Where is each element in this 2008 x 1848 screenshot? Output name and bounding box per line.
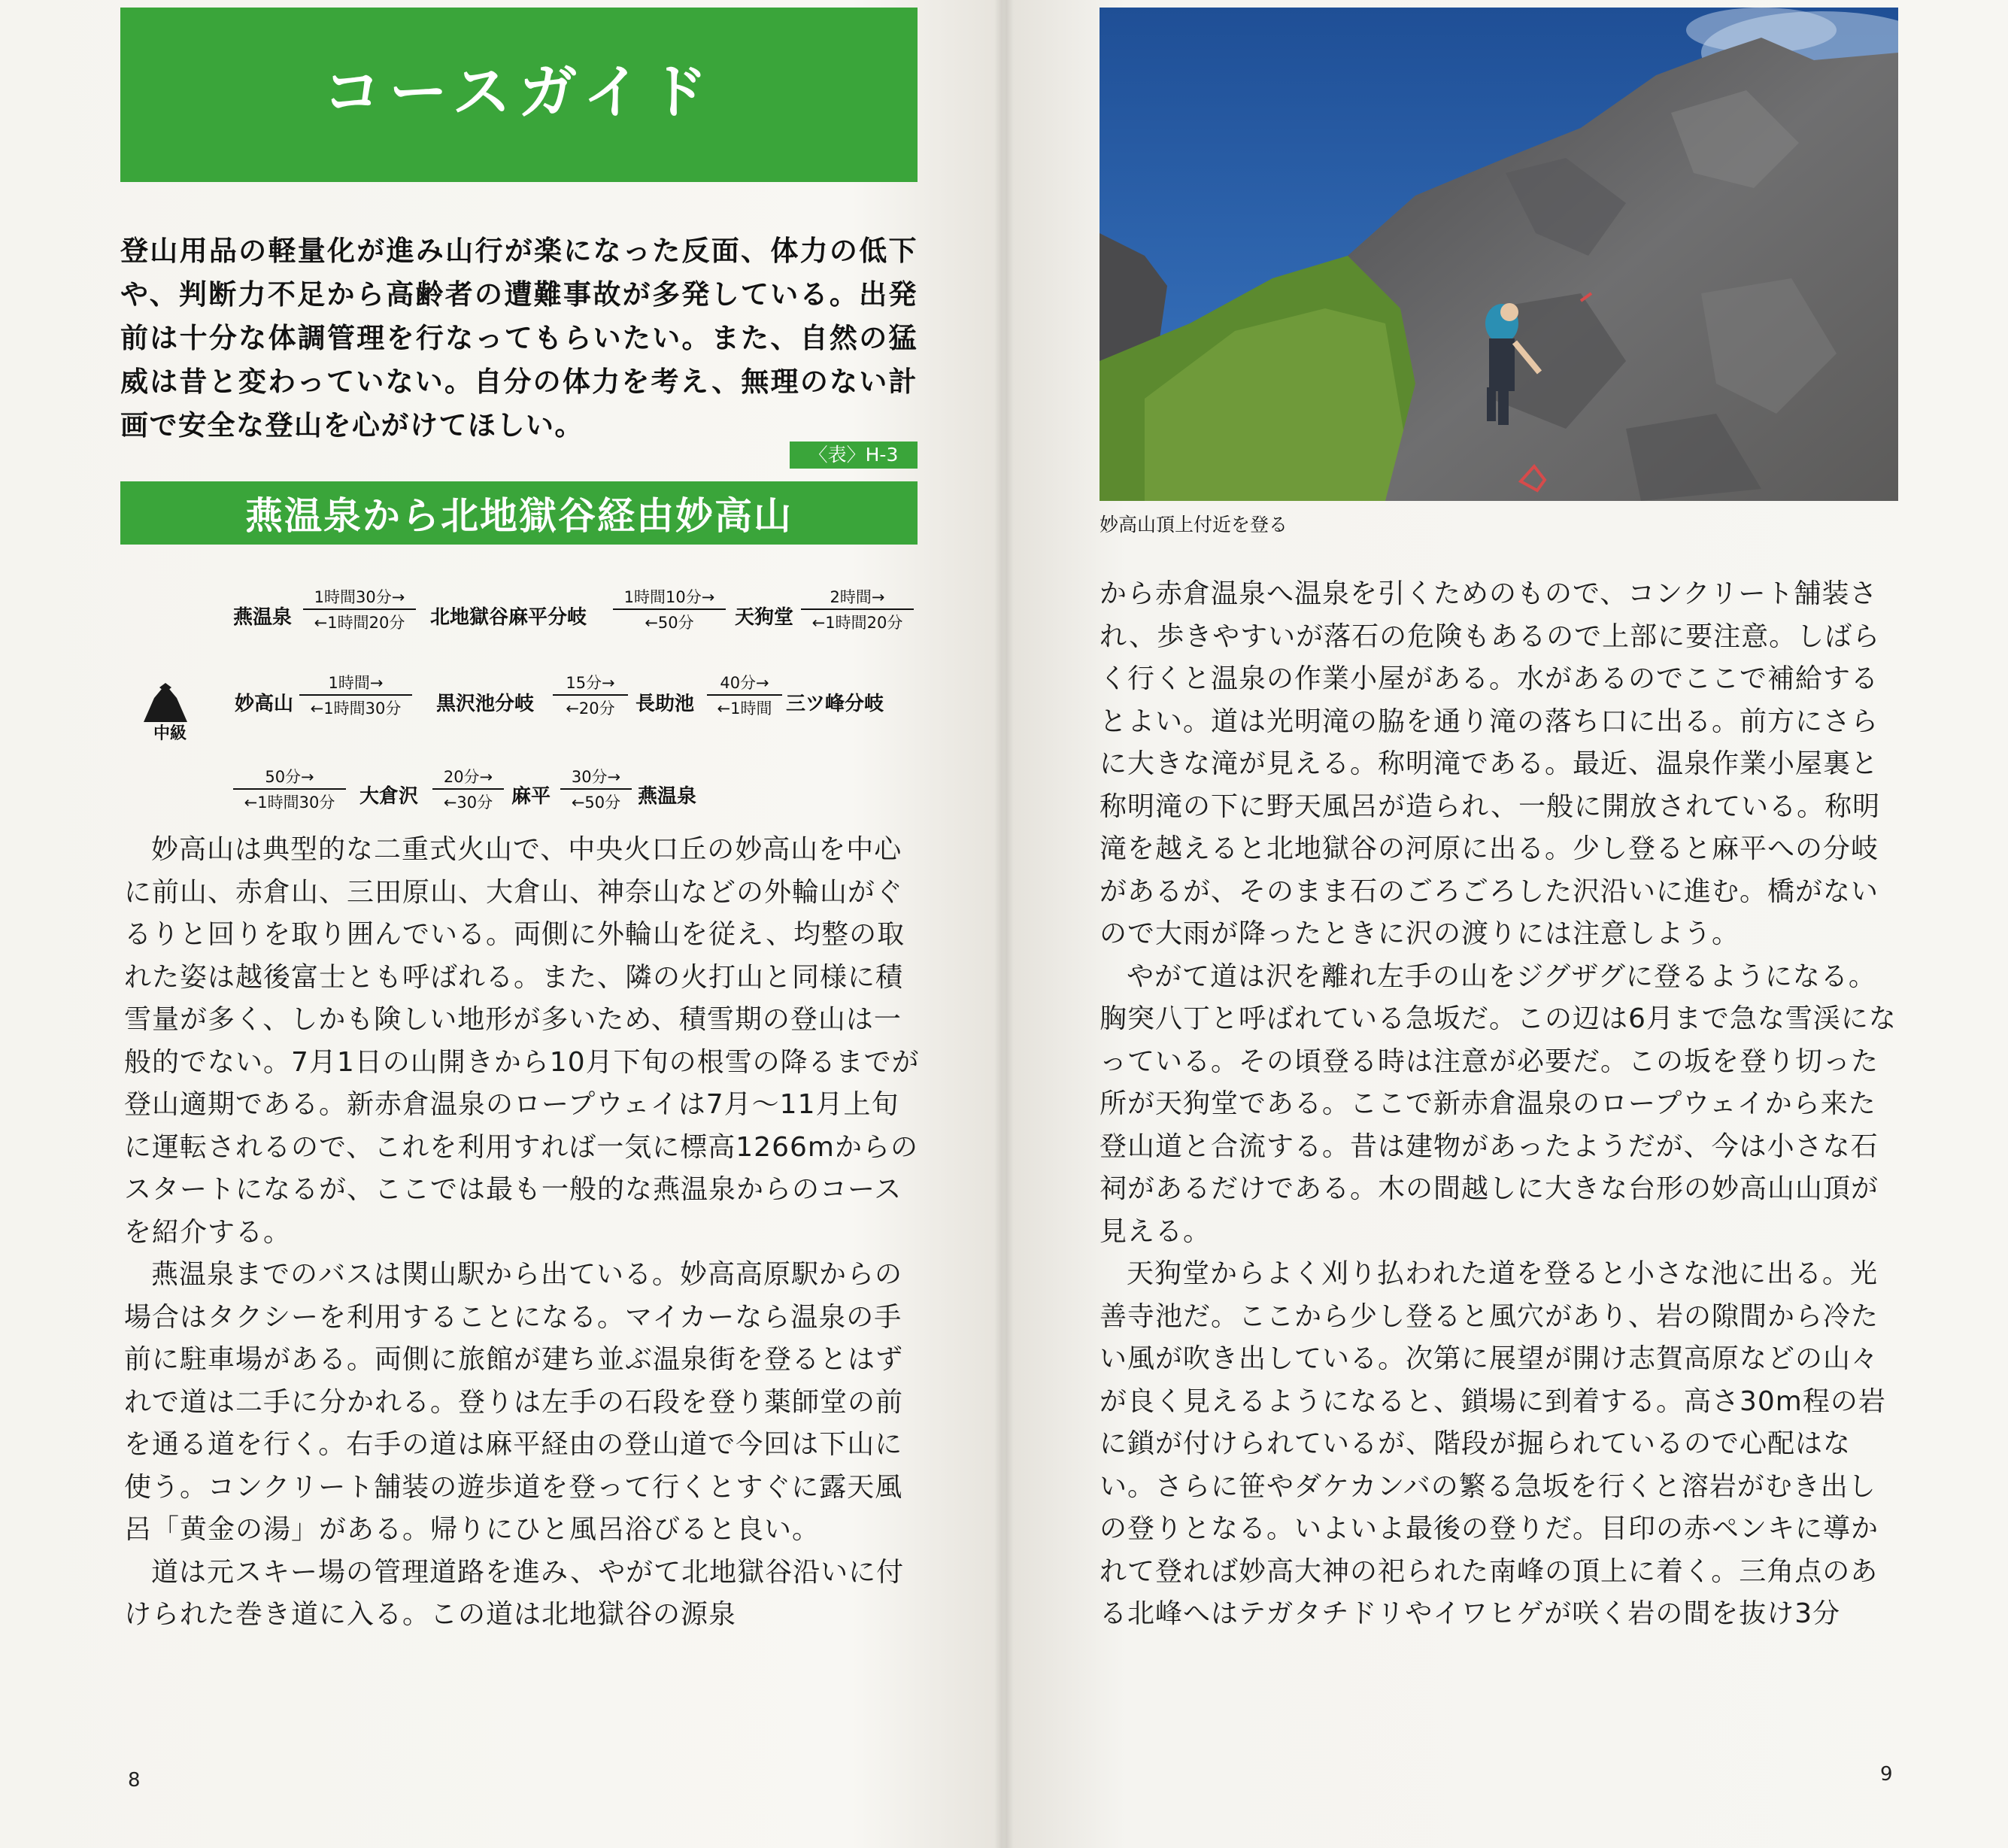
time-arrow: 50分→ ←1時間30分 (233, 765, 346, 813)
time-arrow: 1時間10分→ ←50分 (613, 585, 726, 633)
route-title: 燕温泉から北地獄谷経由妙高山 (245, 494, 793, 538)
station-tengudo: 天狗堂 (735, 606, 794, 629)
time-arrow: 20分→ ←30分 (432, 765, 504, 813)
paragraph: 道は元スキー場の管理道路を進み、やがて北地獄谷沿いに付けられた巻き道に入る。この道は北地獄谷の源泉 (124, 1556, 905, 1630)
station-tsubame-onsen: 燕温泉 (233, 606, 293, 629)
time-arrow: 2時間→ ←1時間20分 (801, 585, 914, 633)
photo-caption: 妙高山頂上付近を登る (1100, 514, 1288, 536)
station-mitsumine-junction: 三ツ峰分岐 (786, 693, 884, 715)
climber-photo (1100, 8, 1898, 501)
book-gutter (994, 0, 1014, 1848)
banner-title: コースガイド (323, 59, 715, 126)
mountain-rock-photo (1100, 8, 1898, 501)
route-title-bar (120, 481, 918, 545)
station-kitajigokudani-junction: 北地獄谷麻平分岐 (430, 606, 587, 629)
paragraph: から赤倉温泉へ温泉を引くためのもので、コンクリート舗装され、歩きやすいが落石の危険もあるので上部に要注意。しばらく行くと温泉の作業小屋がある。水があるのでここで補給するとよい。道は光明滝の脇を通り滝の落ち口に出る。前方にさらに大きな滝が見える。称明滝である。最近、温泉作業小屋裏と称明滝の下に野天風呂が造られ、一般に開放されている。称明滝を越えると北地獄谷の河原に出る。少し登ると麻平への分岐があるが、そのまま石のごろごろした沢沿いに進む。橋がないので大雨が降ったときに沢の渡りには注意しよう。 (1100, 578, 1881, 949)
station-okurazawa: 大倉沢 (359, 785, 419, 808)
time-arrow: 1時間→ ←1時間30分 (299, 671, 412, 719)
intro-text: 登山用品の軽量化が進み山行が楽になった反面、体力の低下や、判断力不足から高齢者の遭難事故が多発している。出発前は十分な体調管理を行なってもらいたい。また、自然の猛威は昔と変わっていない。自分の体力を考え、無理のない計画で安全な登山を心がけてほしい。 (120, 235, 918, 442)
left-page (0, 0, 1002, 1848)
time-arrow: 1時間30分→ ←1時間20分 (303, 585, 416, 633)
time-arrow: 40分→ ←1時間 (707, 671, 782, 719)
time-arrow: 15分→ ←20分 (553, 671, 628, 719)
paragraph: 天狗堂からよく刈り払われた道を登ると小さな池に出る。光善寺池だ。ここから少し登ると風穴があり、岩の隙間から冷たい風が吹き出している。次第に展望が開け志賀高原などの山々が良く見えるようになると、鎖場に到着する。高さ30m程の岩に鎖が付けられているが、階段が掘られているので心配はない。さらに笹やダケカンバの繁る急坂を行くと溶岩がむき出しの登りとなる。いよいよ最後の登りだ。目印の赤ペンキに導かれて登れば妙高大神の祀られた南峰の頂上に着く。三角点のある北峰へはテガタチドリやイワヒゲが咲く岩の間を抜け3分 (1100, 1258, 1886, 1629)
section-banner (120, 8, 918, 182)
paragraph: やがて道は沢を離れ左手の山をジグザグに登るようになる。胸突八丁と呼ばれている急坂だ。この辺は6月まで急な雪渓になっている。その頃登る時は注意が必要だ。この坂を登り切った所が天狗堂である。ここで新赤倉温泉のロープウェイから来た登山道と合流する。昔は建物があったようだが、今は小さな石祠があるだけである。木の間越しに大きな台形の妙高山山頂が見える。 (1100, 960, 1897, 1247)
reference-tag: 〈表〉H-3 (790, 442, 918, 469)
station-kurosawa-ike-junction: 黒沢池分岐 (436, 693, 535, 715)
station-asadaira: 麻平 (511, 785, 551, 808)
station-tsubame-onsen-end: 燕温泉 (638, 785, 697, 808)
station-myoko-san: 妙高山 (235, 693, 294, 715)
paragraph: 妙高山は典型的な二重式火山で、中央火口丘の妙高山を中心に前山、赤倉山、三田原山、大倉山、神奈山などの外輪山がぐるりと回りを取り囲んでいる。両側に外輪山を従え、均整の取れた姿は越後富士とも呼ばれる。また、隣の火打山と同様に積雪量が多く、しかも険しい地形が多いため、積雪期の登山は一般的でない。7月1日の山開きから10月下旬の根雪の降るまでが登山適期である。新赤倉温泉のロープウェイは7月〜11月上旬に運転されるので、これを利用すれば一気に標高1266mからのスタートになるが、ここでは最も一般的な燕温泉からのコースを紹介する。 (124, 834, 920, 1248)
page-number-right: 9 (1880, 1763, 1893, 1786)
station-chosuke-ike: 長助池 (635, 693, 695, 715)
difficulty-label: 中級 (153, 724, 187, 743)
page-number-left: 8 (128, 1769, 141, 1792)
paragraph: 燕温泉までのバスは関山駅から出ている。妙高高原駅からの場合はタクシーを利用することになる。マイカーなら温泉の手前に駐車場がある。両側に旅館が建ち並ぶ温泉街を登るとはずれで道は二手に分かれる。登りは左手の石段を登り薬師堂の前を通る道を行く。右手の道は麻平経由の登山道で今回は下山に使う。コンクリート舗装の遊歩道を登って行くとすぐに露天風呂「黄金の湯」がある。帰りにひと風呂浴びると良い。 (124, 1259, 904, 1545)
left-body-text (124, 829, 923, 1637)
route-diagram (120, 579, 925, 820)
right-body-text (1100, 573, 1900, 1636)
time-arrow: 30分→ ←50分 (560, 765, 632, 813)
